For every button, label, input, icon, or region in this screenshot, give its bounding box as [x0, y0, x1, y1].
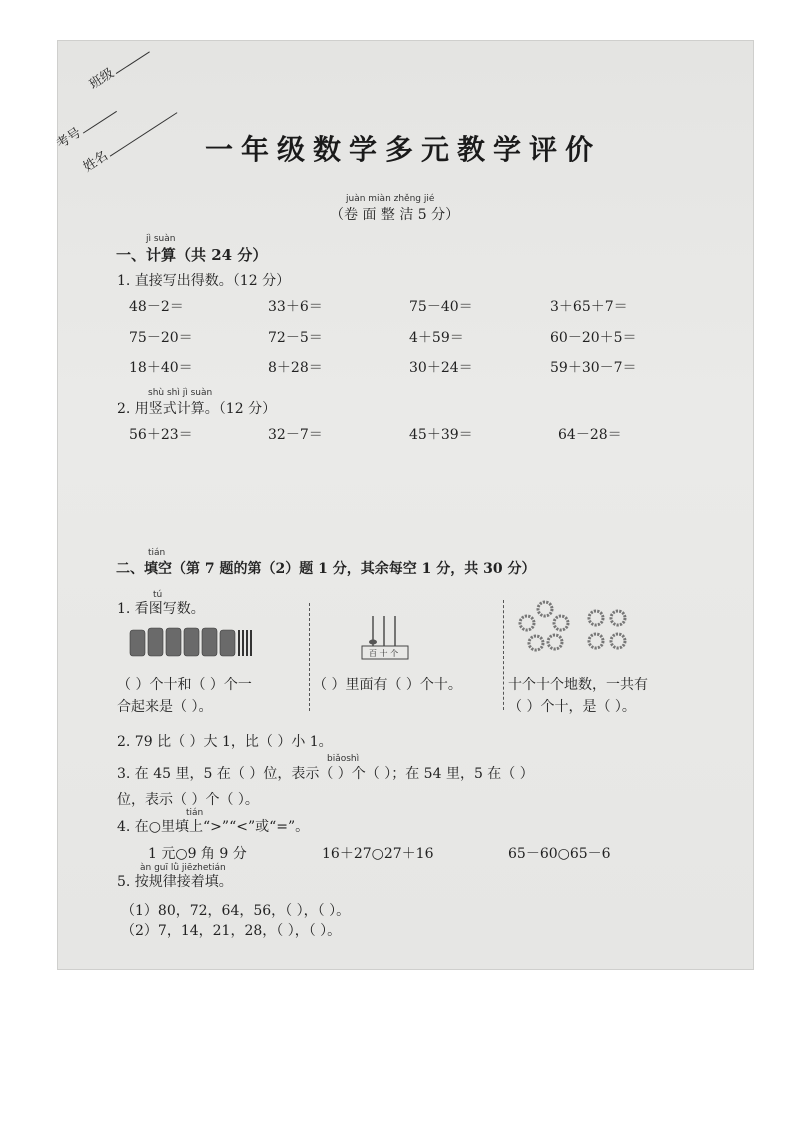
q4-pinyin: tián [186, 808, 204, 818]
q2-pinyin: shù shì jì suàn [148, 388, 213, 398]
calc-item: 30＋24＝ [409, 360, 473, 376]
calc-item: 59＋30－7＝ [550, 360, 637, 376]
name-label: 姓名 [80, 148, 111, 176]
section1-pinyin: jì suàn [146, 234, 176, 244]
compare-item: 65－60○65－6 [508, 846, 611, 862]
neatness-pinyin: juàn miàn zhěng jié [346, 194, 435, 204]
section2-pinyin: tián [148, 548, 166, 558]
column-divider [309, 603, 310, 711]
page-title: 一年级数学多元教学评价 [205, 133, 602, 166]
vertical-calc-item: 45＋39＝ [409, 427, 473, 443]
compare-item: 1 元○9 角 9 分 [148, 846, 247, 862]
calc-item: 60－20＋5＝ [550, 330, 637, 346]
section1-heading: 一、计算（共 24 分） [116, 246, 268, 264]
compare-question-title: 4. 在○里填上“>”“<”或“=”。 [117, 819, 310, 835]
calc-item: 3＋65＋7＝ [550, 299, 628, 315]
compare-item: 16＋27○27＋16 [322, 846, 434, 862]
picture-question-col1-line2: 合起来是（ ）。 [117, 699, 213, 715]
calc-item: 75－40＝ [409, 299, 473, 315]
calc-item: 33＋6＝ [268, 299, 323, 315]
bead-rings-image [516, 598, 636, 658]
abacus-place-labels: 百 十 个 [369, 649, 399, 658]
exam-no-label: 考号 [53, 125, 84, 153]
picture-question-col3-line2: （ ）个十，是（ ）。 [508, 699, 636, 715]
q3-pinyin: biǎoshì [327, 754, 360, 764]
q1-title: 1. 直接写出得数。（12 分） [117, 273, 291, 289]
calc-item: 75－20＝ [129, 330, 193, 346]
vertical-calc-item: 32－7＝ [268, 427, 323, 443]
counting-sticks-image [128, 624, 256, 658]
neatness-note: （卷 面 整 洁 5 分） [330, 207, 460, 223]
vertical-calc-item: 56＋23＝ [129, 427, 193, 443]
class-label: 班级 [86, 65, 117, 93]
section2-heading: 二、填空（第 7 题的第（2）题 1 分，其余每空 1 分，共 30 分） [116, 561, 536, 577]
calc-item: 48－2＝ [129, 299, 184, 315]
column-divider [503, 600, 504, 710]
vertical-calc-item: 64－28＝ [558, 427, 622, 443]
calc-item: 8＋28＝ [268, 360, 323, 376]
calc-item: 72－5＝ [268, 330, 323, 346]
q2-title: 2. 用竖式计算。（12 分） [117, 401, 277, 417]
picture-question-col1: （ ）个十和（ ）个一 [117, 677, 252, 693]
class-line [116, 51, 150, 74]
pattern-question-title: 5. 按规律接着填。 [117, 874, 233, 890]
s2q1-pinyin: tú [153, 590, 163, 600]
picture-question-col3: 十个十个地数，一共有 [508, 677, 648, 693]
calc-item: 4＋59＝ [409, 330, 464, 346]
calc-item: 18＋40＝ [129, 360, 193, 376]
s2q1-title: 1. 看图写数。 [117, 601, 205, 617]
fill-question-3: 3. 在 45 里，5 在（ ）位，表示（ ）个（ ）；在 54 里，5 在（ ） [117, 766, 534, 782]
exam-no-line [83, 111, 117, 134]
q5-pinyin: àn guī lǜ jiēzhetián [140, 863, 226, 873]
fill-question-2: 2. 79 比（ ）大 1，比（ ）小 1。 [117, 734, 333, 750]
pattern-line-1: （1）80，72，64，56，（ ），（ ）。 [121, 903, 351, 919]
fill-question-3-line2: 位，表示（ ）个（ ）。 [117, 792, 259, 808]
picture-question-col2: （ ）里面有（ ）个十。 [313, 677, 462, 693]
pattern-line-2: （2）7，14，21，28，（ ），（ ）。 [121, 923, 342, 939]
